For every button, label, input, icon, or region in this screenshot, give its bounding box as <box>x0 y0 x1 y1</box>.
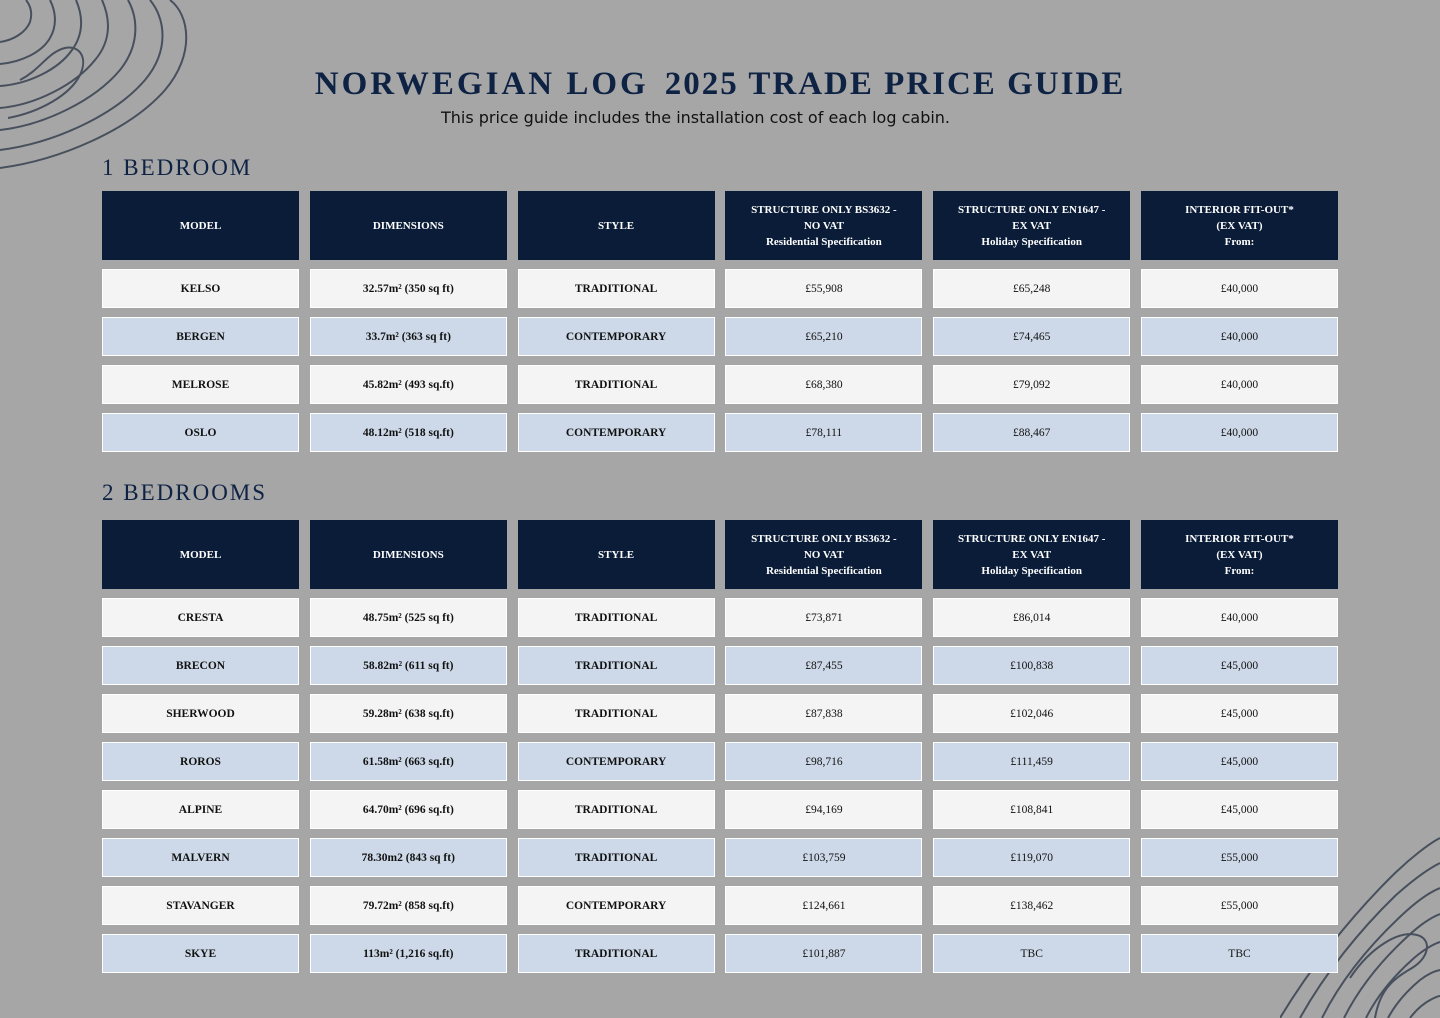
header-int-line1: INTERIOR FIT-OUT* <box>1185 532 1294 545</box>
cell-model: STAVANGER <box>102 886 299 925</box>
cell-bs3632-price: £124,661 <box>725 886 922 925</box>
cell-bs3632-price: £87,838 <box>725 694 922 733</box>
cell-style: TRADITIONAL <box>518 838 715 877</box>
cell-interior-price: £40,000 <box>1141 269 1338 308</box>
title-guide: 2025 TRADE PRICE GUIDE <box>664 66 1126 102</box>
cell-dimensions: 32.57m² (350 sq ft) <box>310 269 507 308</box>
header-bs-line1: STRUCTURE ONLY BS3632 - <box>751 532 897 545</box>
cell-dimensions: 45.82m² (493 sq.ft) <box>310 365 507 404</box>
cell-en1647-price: £108,841 <box>933 790 1130 829</box>
cell-dimensions: 113m² (1,216 sq.ft) <box>310 934 507 973</box>
header-bs-line2: NO VAT <box>803 548 844 561</box>
cell-model: OSLO <box>102 413 299 452</box>
cell-bs3632-price: £87,455 <box>725 646 922 685</box>
cell-bs3632-price: £103,759 <box>725 838 922 877</box>
cell-style: CONTEMPORARY <box>518 886 715 925</box>
table-row <box>102 365 1338 404</box>
cell-bs3632-price: £55,908 <box>725 269 922 308</box>
cell-interior-price: £45,000 <box>1141 646 1338 685</box>
cell-style: TRADITIONAL <box>518 269 715 308</box>
cell-bs3632-price: £73,871 <box>725 598 922 637</box>
cell-dimensions: 48.75m² (525 sq ft) <box>310 598 507 637</box>
cell-bs3632-price: £68,380 <box>725 365 922 404</box>
header-int-line2: (EX VAT) <box>1216 219 1263 232</box>
section-title-1-bedroom: 1 BEDROOM <box>102 155 253 180</box>
cell-interior-price: £40,000 <box>1141 317 1338 356</box>
cell-dimensions: 59.28m² (638 sq.ft) <box>310 694 507 733</box>
cell-style: TRADITIONAL <box>518 365 715 404</box>
cell-interior-price: TBC <box>1141 934 1338 973</box>
cell-model: ALPINE <box>102 790 299 829</box>
cell-style: CONTEMPORARY <box>518 742 715 781</box>
cell-style: TRADITIONAL <box>518 646 715 685</box>
cell-dimensions: 79.72m² (858 sq.ft) <box>310 886 507 925</box>
cell-interior-price: £55,000 <box>1141 838 1338 877</box>
header-bs-line1: STRUCTURE ONLY BS3632 - <box>751 203 897 216</box>
cell-en1647-price: TBC <box>933 934 1130 973</box>
cell-style: CONTEMPORARY <box>518 413 715 452</box>
cell-bs3632-price: £94,169 <box>725 790 922 829</box>
cell-interior-price: £40,000 <box>1141 413 1338 452</box>
cell-en1647-price: £88,467 <box>933 413 1130 452</box>
header-en-line2: EX VAT <box>1012 219 1052 232</box>
table-row <box>102 317 1338 356</box>
header-en-line1: STRUCTURE ONLY EN1647 - <box>957 203 1106 216</box>
table-row <box>102 790 1338 829</box>
cell-model: ROROS <box>102 742 299 781</box>
cell-model: KELSO <box>102 269 299 308</box>
cell-style: TRADITIONAL <box>518 598 715 637</box>
cell-style: CONTEMPORARY <box>518 317 715 356</box>
page-title <box>0 66 1440 103</box>
cell-interior-price: £45,000 <box>1141 694 1338 733</box>
table-row <box>102 934 1338 973</box>
price-table-2-bedrooms <box>102 520 1338 973</box>
header-bs-line3: Residential Specification <box>765 564 882 577</box>
header-interior-fit-out <box>1141 520 1338 589</box>
cell-bs3632-price: £65,210 <box>725 317 922 356</box>
cell-en1647-price: £100,838 <box>933 646 1130 685</box>
section-title-2-bedrooms: 2 BEDROOMS <box>102 480 268 505</box>
cell-en1647-price: £102,046 <box>933 694 1130 733</box>
header-structure-bs3632 <box>725 520 922 589</box>
header-en-line3: Holiday Specification <box>981 564 1082 577</box>
table-row <box>102 413 1338 452</box>
cell-bs3632-price: £101,887 <box>725 934 922 973</box>
header-structure-en1647 <box>933 520 1130 589</box>
table-header-row <box>102 191 1338 260</box>
header-en-line2: EX VAT <box>1012 548 1052 561</box>
cell-model: SHERWOOD <box>102 694 299 733</box>
cell-en1647-price: £138,462 <box>933 886 1130 925</box>
cell-style: TRADITIONAL <box>518 790 715 829</box>
cell-dimensions: 48.12m² (518 sq.ft) <box>310 413 507 452</box>
cell-en1647-price: £86,014 <box>933 598 1130 637</box>
cell-en1647-price: £111,459 <box>933 742 1130 781</box>
cell-model: BERGEN <box>102 317 299 356</box>
cell-en1647-price: £79,092 <box>933 365 1130 404</box>
cell-interior-price: £40,000 <box>1141 598 1338 637</box>
title-brand: NORWEGIAN LOG <box>314 66 649 102</box>
header-model: MODEL <box>102 520 299 589</box>
table-row <box>102 694 1338 733</box>
cell-interior-price: £45,000 <box>1141 742 1338 781</box>
header-structure-bs3632 <box>725 191 922 260</box>
header-int-line2: (EX VAT) <box>1216 548 1263 561</box>
header-en-line1: STRUCTURE ONLY EN1647 - <box>957 532 1106 545</box>
table-row <box>102 886 1338 925</box>
price-table-1-bedroom <box>102 191 1338 452</box>
header-bs-line3: Residential Specification <box>765 235 882 248</box>
cell-model: BRECON <box>102 646 299 685</box>
header-int-line1: INTERIOR FIT-OUT* <box>1185 203 1294 216</box>
cell-bs3632-price: £78,111 <box>725 413 922 452</box>
cell-dimensions: 64.70m² (696 sq.ft) <box>310 790 507 829</box>
table-row <box>102 598 1338 637</box>
table-row <box>102 269 1338 308</box>
header-dimensions: DIMENSIONS <box>310 520 507 589</box>
table-row <box>102 838 1338 877</box>
cell-en1647-price: £74,465 <box>933 317 1130 356</box>
header-interior-fit-out <box>1141 191 1338 260</box>
cell-dimensions: 78.30m2 (843 sq ft) <box>310 838 507 877</box>
cell-dimensions: 61.58m² (663 sq.ft) <box>310 742 507 781</box>
cell-interior-price: £40,000 <box>1141 365 1338 404</box>
header-en-line3: Holiday Specification <box>981 235 1082 248</box>
page-subtitle: This price guide includes the installation cost of each log cabin. <box>440 108 951 127</box>
header-bs-line2: NO VAT <box>803 219 844 232</box>
header-style: STYLE <box>518 520 715 589</box>
cell-model: MALVERN <box>102 838 299 877</box>
header-dimensions: DIMENSIONS <box>310 191 507 260</box>
header-structure-en1647 <box>933 191 1130 260</box>
cell-en1647-price: £65,248 <box>933 269 1130 308</box>
cell-model: MELROSE <box>102 365 299 404</box>
header-model: MODEL <box>102 191 299 260</box>
cell-model: CRESTA <box>102 598 299 637</box>
cell-style: TRADITIONAL <box>518 934 715 973</box>
cell-en1647-price: £119,070 <box>933 838 1130 877</box>
table-row <box>102 742 1338 781</box>
cell-model: SKYE <box>102 934 299 973</box>
cell-interior-price: £45,000 <box>1141 790 1338 829</box>
header-style: STYLE <box>518 191 715 260</box>
table-row <box>102 646 1338 685</box>
cell-style: TRADITIONAL <box>518 694 715 733</box>
table-header-row <box>102 520 1338 589</box>
cell-dimensions: 58.82m² (611 sq ft) <box>310 646 507 685</box>
cell-interior-price: £55,000 <box>1141 886 1338 925</box>
cell-dimensions: 33.7m² (363 sq ft) <box>310 317 507 356</box>
header-int-line3: From: <box>1224 235 1255 248</box>
cell-bs3632-price: £98,716 <box>725 742 922 781</box>
header-int-line3: From: <box>1224 564 1255 577</box>
